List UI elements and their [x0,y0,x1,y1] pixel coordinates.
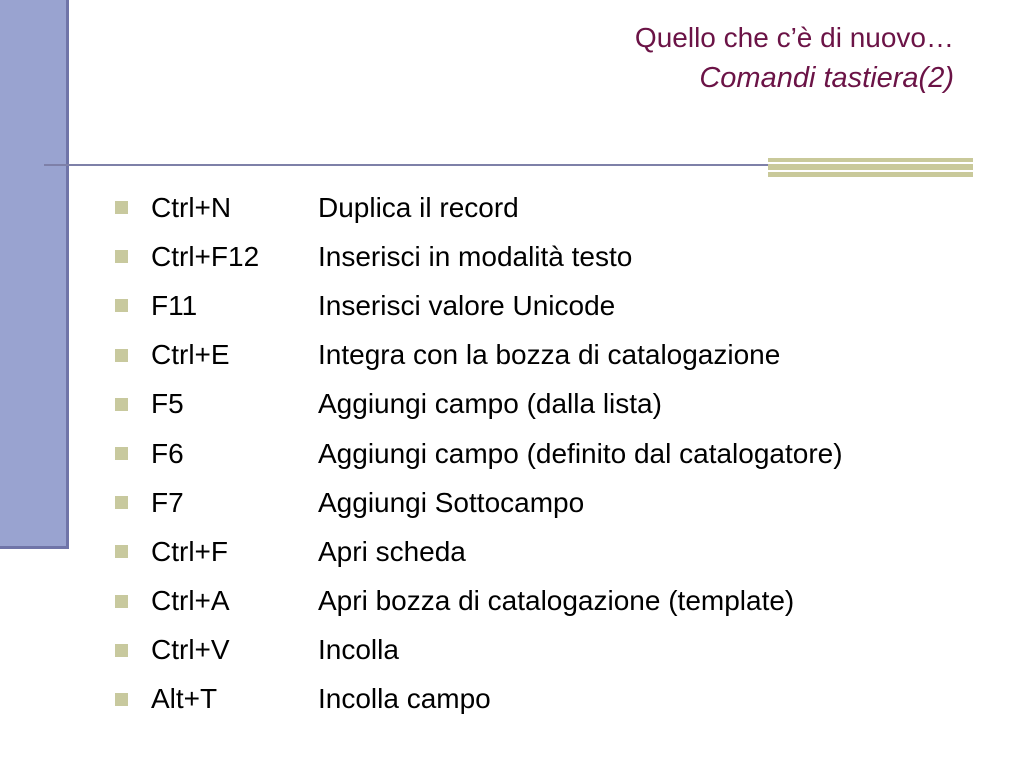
square-bullet-icon [115,299,128,312]
shortcut-key: Ctrl+A [151,585,230,617]
shortcut-item [115,183,843,232]
shortcut-item [115,232,843,281]
shortcut-key: F5 [151,388,184,420]
shortcut-description: Incolla campo [318,683,491,715]
shortcut-description: Apri scheda [318,535,466,567]
shortcut-item [115,331,843,380]
shortcut-description: Apri bozza di catalogazione (template) [318,585,795,617]
shortcut-key: Ctrl+F12 [151,240,260,272]
accent-stripe [768,164,973,170]
square-bullet-icon [115,496,128,509]
shortcut-description: Duplica il record [318,191,519,223]
square-bullet-icon [115,349,128,362]
square-bullet-icon [115,250,128,263]
shortcut-item [115,380,843,429]
shortcut-item [115,281,843,330]
square-bullet-icon [115,644,128,657]
shortcut-item [115,626,843,675]
square-bullet-icon [115,201,128,214]
decorative-side-bar [0,0,69,549]
shortcut-description: Incolla [318,634,399,666]
shortcut-key: F6 [151,437,184,469]
shortcut-description: Integra con la bozza di catalogazione [318,339,781,371]
title-divider [44,164,772,166]
shortcut-key: Ctrl+N [151,191,232,223]
square-bullet-icon [115,595,128,608]
shortcut-item [115,577,843,626]
shortcut-description: Aggiungi Sottocampo [318,486,585,518]
square-bullet-icon [115,398,128,411]
slide-title: Quello che c’è di nuovo… [634,22,954,53]
shortcut-item [115,527,843,576]
shortcut-item [115,429,843,478]
title-block [635,18,954,98]
square-bullet-icon [115,545,128,558]
square-bullet-icon [115,693,128,706]
shortcut-description: Inserisci in modalità testo [318,240,633,272]
shortcut-item [115,478,843,527]
shortcut-key: Ctrl+V [151,634,230,666]
shortcut-item [115,675,843,724]
shortcut-key: Ctrl+F [151,535,228,567]
shortcut-description: Aggiungi campo (dalla lista) [318,388,662,420]
shortcut-description: Aggiungi campo (definito dal catalogatore) [318,437,843,469]
shortcut-key: F11 [151,289,198,321]
accent-stripe [768,172,973,177]
accent-stripes [768,158,973,178]
shortcut-key: F7 [151,486,184,518]
accent-stripe [768,158,973,162]
shortcut-key: Ctrl+E [151,339,230,371]
square-bullet-icon [115,447,128,460]
shortcut-description: Inserisci valore Unicode [318,289,616,321]
shortcut-list [115,183,843,724]
slide-subtitle: Comandi tastiera(2) [699,62,954,94]
shortcut-key: Alt+T [151,683,218,715]
